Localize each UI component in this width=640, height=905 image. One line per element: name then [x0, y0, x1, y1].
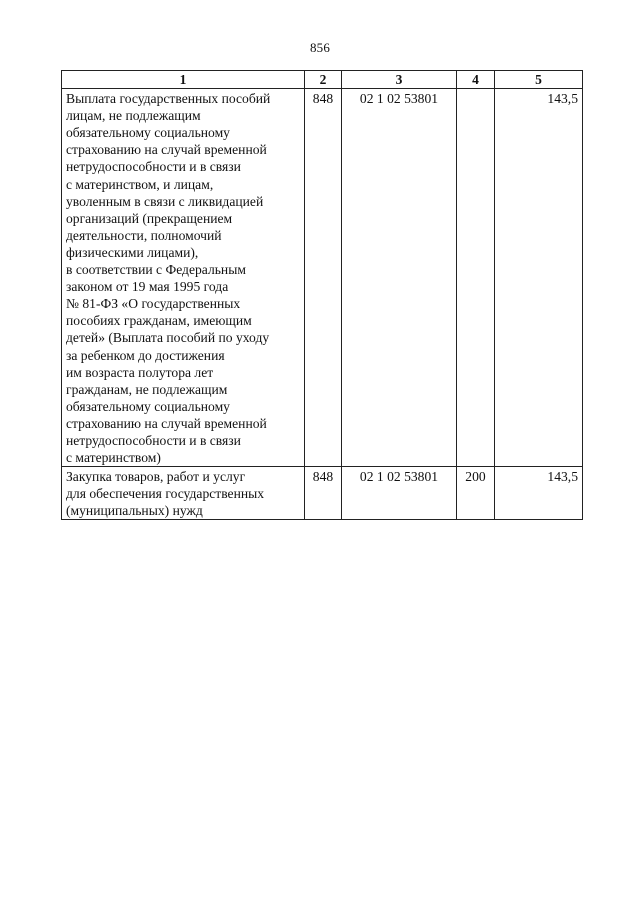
table-row	[62, 467, 583, 520]
name-line: физическими лицами),	[66, 244, 199, 260]
name-line: им возраста полутора лет	[66, 364, 214, 380]
name-line: пособиях гражданам, имеющим	[66, 313, 252, 329]
name-line: нетрудоспособности и в связи	[66, 432, 241, 448]
row-2-kvr-cell: 200	[457, 467, 495, 520]
row-2-name-cell	[62, 467, 305, 520]
name-line: страхованию на случай временной	[66, 142, 267, 158]
page-number: 856	[309, 40, 331, 55]
name-line: Выплата государственных пособий	[66, 91, 271, 107]
row-1-sum-cell: 143,5	[495, 89, 583, 467]
name-line: детей» (Выплата пособий по уходу	[66, 330, 270, 346]
name-line: деятельности, полномочий	[66, 227, 222, 243]
row-1-name-cell	[62, 89, 305, 467]
name-line: организаций (прекращением	[66, 210, 233, 226]
name-line: лицам, не подлежащим	[66, 108, 201, 124]
name-line: с материнством, и лицам,	[66, 176, 214, 192]
row-2-gr-cell: 848	[305, 467, 342, 520]
column-header-3: 3	[342, 71, 457, 89]
row-2-code-cell: 02 1 02 53801	[342, 467, 457, 520]
table-header-row	[62, 71, 583, 89]
name-line: страхованию на случай временной	[66, 415, 267, 431]
row-2-sum-cell: 143,5	[495, 467, 583, 520]
name-line: гражданам, не подлежащим	[66, 381, 228, 397]
name-line: обязательному социальному	[66, 125, 230, 141]
row-1-code-cell: 02 1 02 53801	[342, 89, 457, 467]
name-line: за ребенком до достижения	[66, 347, 225, 363]
row-1-gr-cell: 848	[305, 89, 342, 467]
name-line: № 81-ФЗ «О государственных	[66, 296, 241, 312]
name-line: в соответствии с Федеральным	[66, 262, 246, 278]
name-line: Закупка товаров, работ и услуг	[66, 469, 246, 485]
column-header-5: 5	[495, 71, 583, 89]
name-line: уволенным в связи с ликвидацией	[66, 193, 264, 209]
budget-table	[61, 70, 583, 520]
name-line: обязательному социальному	[66, 398, 230, 414]
name-line: законом от 19 мая 1995 года	[66, 279, 229, 295]
name-line: с материнством)	[66, 450, 161, 466]
name-line: нетрудоспособности и в связи	[66, 159, 241, 175]
name-line: для обеспечения государственных	[66, 486, 265, 502]
column-header-4: 4	[457, 71, 495, 89]
column-header-1: 1	[62, 71, 305, 89]
table-row	[62, 89, 583, 467]
row-1-kvr-cell	[457, 89, 495, 467]
name-line: (муниципальных) нужд	[66, 503, 203, 519]
column-header-2: 2	[305, 71, 342, 89]
